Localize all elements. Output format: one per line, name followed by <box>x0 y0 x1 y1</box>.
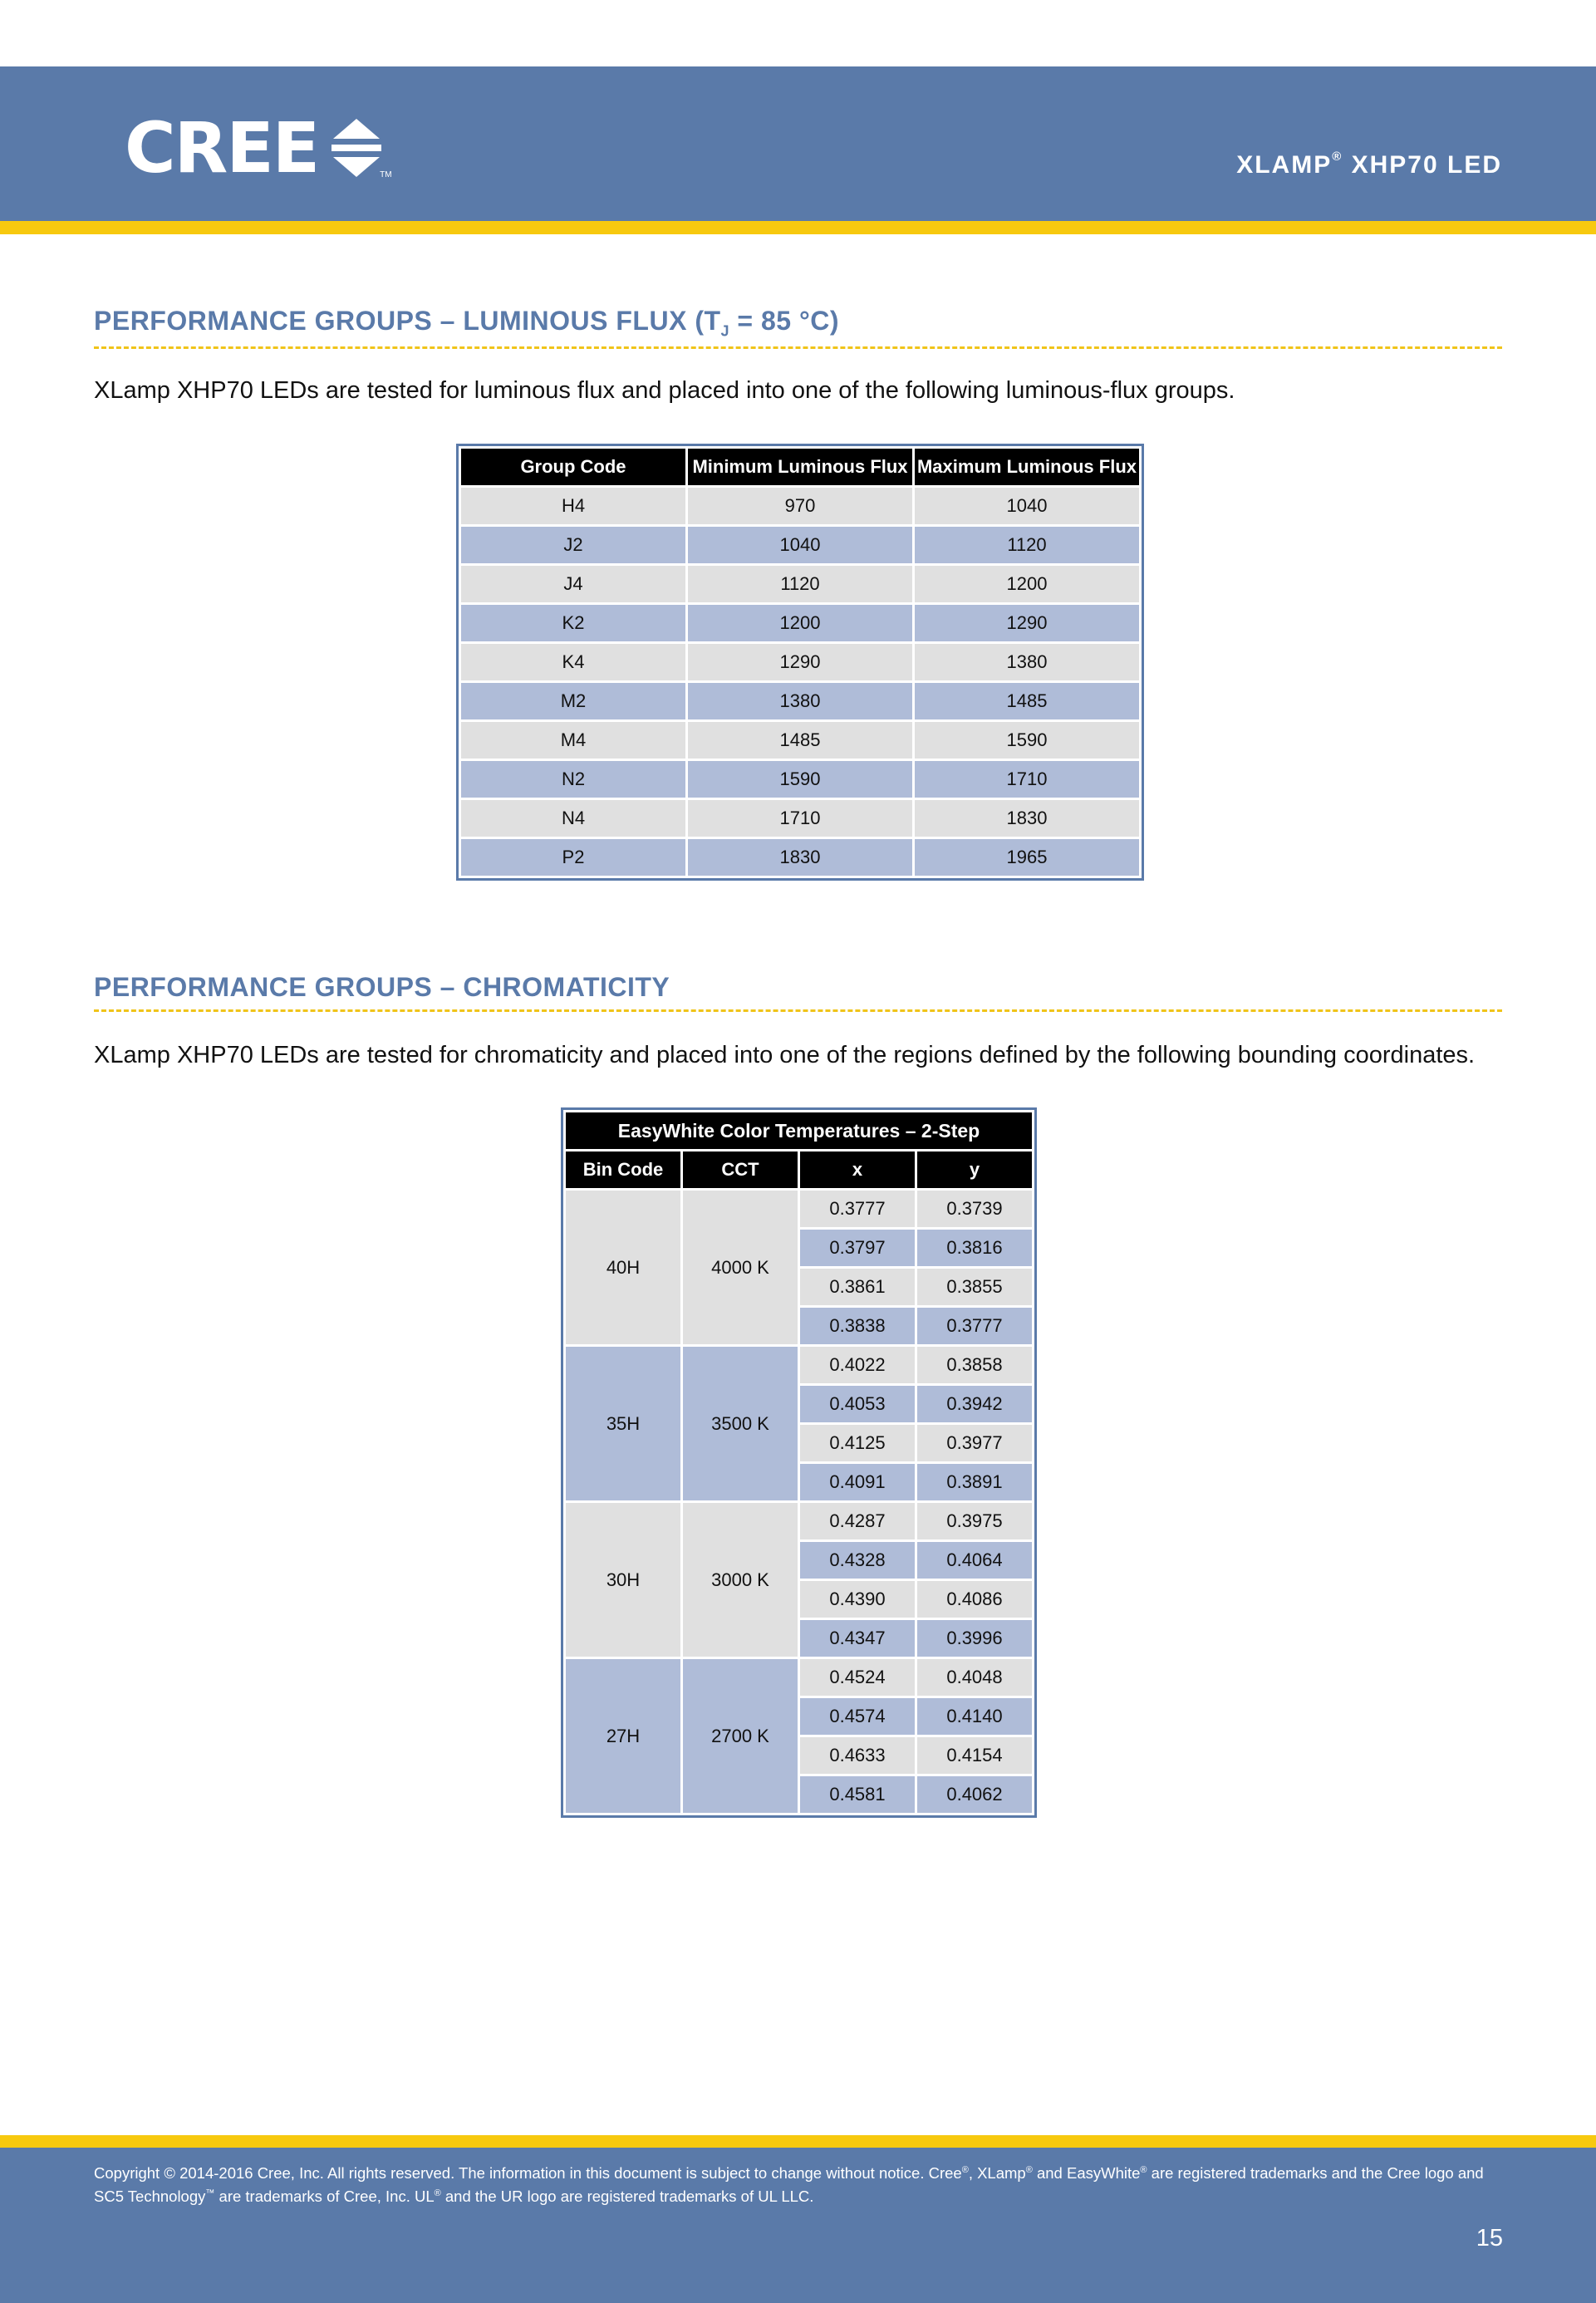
flux-cell-max: 1710 <box>915 761 1139 798</box>
product-suffix: XHP70 LED <box>1343 151 1502 179</box>
chroma-cell-x: 0.4091 <box>800 1464 915 1500</box>
chroma-cell-x: 0.4328 <box>800 1542 915 1579</box>
flux-table-row <box>461 761 1139 798</box>
flux-cell-max: 1120 <box>915 527 1139 563</box>
chroma-header-bin-code: Bin Code <box>566 1152 680 1188</box>
chroma-cell-x: 0.4633 <box>800 1737 915 1774</box>
chroma-cell-cct: 3500 K <box>683 1347 798 1500</box>
flux-intro-text: XLamp XHP70 LEDs are tested for luminous flux and placed into one of the following luminous-flux groups. <box>94 377 1235 404</box>
flux-cell-max: 1590 <box>915 722 1139 759</box>
chroma-cell-y: 0.4064 <box>917 1542 1032 1579</box>
flux-title-subscript: J <box>720 322 730 340</box>
copyright-reg-xlamp: ® <box>1025 2165 1033 2175</box>
chromaticity-section-title: PERFORMANCE GROUPS – CHROMATICITY <box>94 972 1502 1012</box>
flux-cell-group-code: K2 <box>461 605 685 641</box>
flux-table-row <box>461 605 1139 641</box>
flux-cell-min: 1380 <box>688 683 912 719</box>
copyright-reg-easywhite: ® <box>1140 2165 1147 2175</box>
flux-cell-group-code: M2 <box>461 683 685 719</box>
logo-arrows-icon <box>330 115 383 180</box>
copyright-text-1: Copyright © 2014-2016 Cree, Inc. All rights reserved. The information in this document is subject to change without notice. Cree <box>94 2164 962 2183</box>
copyright-text-2c: and the UR logo are registered trademarks of UL LLC. <box>440 2188 814 2206</box>
flux-cell-group-code: P2 <box>461 839 685 876</box>
flux-cell-max: 1830 <box>915 800 1139 837</box>
chromaticity-intro-text: XLamp XHP70 LEDs are tested for chromaticity and placed into one of the regions defined by the following bounding coordinates. <box>94 1042 1476 1068</box>
footer-accent-stripe <box>0 2135 1596 2148</box>
chroma-cell-y: 0.4062 <box>917 1776 1032 1813</box>
flux-cell-group-code: N4 <box>461 800 685 837</box>
chroma-cell-x: 0.4390 <box>800 1581 915 1618</box>
flux-cell-max: 1380 <box>915 644 1139 680</box>
chroma-cell-y: 0.4154 <box>917 1737 1032 1774</box>
copyright-tm-sc5: ™ <box>205 2188 215 2199</box>
chroma-caption-row <box>566 1112 1032 1149</box>
chroma-cell-x: 0.4022 <box>800 1347 915 1383</box>
chroma-cell-x: 0.4125 <box>800 1425 915 1461</box>
flux-table-row <box>461 644 1139 680</box>
chroma-header-row <box>566 1152 1032 1188</box>
chroma-cell-bin-code: 35H <box>566 1347 680 1500</box>
copyright-text-1d: are registered trademarks and the Cree logo and <box>1147 2164 1484 2183</box>
chroma-cell-y: 0.3977 <box>917 1425 1032 1461</box>
flux-table-header-row <box>461 449 1139 485</box>
flux-cell-group-code: J2 <box>461 527 685 563</box>
chromaticity-table <box>561 1107 1037 1818</box>
chroma-cell-y: 0.3996 <box>917 1620 1032 1657</box>
flux-cell-max: 1485 <box>915 683 1139 719</box>
flux-table-row <box>461 839 1139 876</box>
chroma-header-y: y <box>917 1152 1032 1188</box>
flux-cell-group-code: M4 <box>461 722 685 759</box>
flux-table-row <box>461 800 1139 837</box>
chroma-cell-y: 0.3858 <box>917 1347 1032 1383</box>
chroma-cell-x: 0.3797 <box>800 1230 915 1266</box>
chroma-cell-y: 0.3777 <box>917 1308 1032 1344</box>
chroma-cell-y: 0.3891 <box>917 1464 1032 1500</box>
chroma-table-caption: EasyWhite Color Temperatures – 2-Step <box>566 1112 1032 1149</box>
chroma-cell-x: 0.4347 <box>800 1620 915 1657</box>
chroma-cell-cct: 3000 K <box>683 1503 798 1657</box>
chroma-cell-x: 0.4287 <box>800 1503 915 1539</box>
chroma-cell-y: 0.4086 <box>917 1581 1032 1618</box>
chroma-cell-x: 0.3777 <box>800 1191 915 1227</box>
chroma-table-row <box>566 1503 1032 1539</box>
flux-cell-min: 1290 <box>688 644 912 680</box>
flux-table-row <box>461 722 1139 759</box>
footer-copyright <box>94 2160 1506 2207</box>
flux-table-body <box>461 488 1139 876</box>
flux-cell-min: 1120 <box>688 566 912 602</box>
copyright-reg-ul: ® <box>434 2188 441 2199</box>
flux-cell-group-code: H4 <box>461 488 685 524</box>
product-title <box>1236 151 1502 179</box>
flux-cell-max: 1290 <box>915 605 1139 641</box>
copyright-text-1c: and EasyWhite <box>1032 2164 1141 2183</box>
logo-trademark: TM <box>380 170 392 179</box>
copyright-text-2a: SC5 Technology <box>94 2188 206 2206</box>
flux-cell-max: 1200 <box>915 566 1139 602</box>
flux-title-main: PERFORMANCE GROUPS – LUMINOUS FLUX (T <box>94 306 721 336</box>
product-prefix: XLAMP <box>1236 151 1333 179</box>
copyright-text-2b: are trademarks of Cree, Inc. UL <box>214 2188 435 2206</box>
flux-cell-group-code: J4 <box>461 566 685 602</box>
flux-header-min-flux: Minimum Luminous Flux <box>688 449 912 485</box>
chroma-cell-bin-code: 30H <box>566 1503 680 1657</box>
flux-cell-group-code: K4 <box>461 644 685 680</box>
flux-section-title <box>94 306 1502 349</box>
chroma-cell-y: 0.4140 <box>917 1698 1032 1735</box>
flux-title-condition: = 85 °C) <box>729 306 840 336</box>
flux-table-row <box>461 566 1139 602</box>
chroma-header-x: x <box>800 1152 915 1188</box>
luminous-flux-table <box>456 444 1144 881</box>
chroma-header-cct: CCT <box>683 1152 798 1188</box>
chroma-cell-x: 0.4053 <box>800 1386 915 1422</box>
flux-header-max-flux: Maximum Luminous Flux <box>915 449 1139 485</box>
copyright-reg-cree: ® <box>961 2165 969 2175</box>
chroma-cell-x: 0.4524 <box>800 1659 915 1696</box>
product-registered-mark: ® <box>1332 150 1343 164</box>
flux-table-row <box>461 683 1139 719</box>
chroma-cell-y: 0.3855 <box>917 1269 1032 1305</box>
flux-cell-min: 1590 <box>688 761 912 798</box>
chroma-table-row <box>566 1659 1032 1696</box>
chroma-cell-y: 0.3816 <box>917 1230 1032 1266</box>
flux-cell-max: 1040 <box>915 488 1139 524</box>
chroma-cell-cct: 4000 K <box>683 1191 798 1344</box>
chroma-table-row <box>566 1191 1032 1227</box>
chroma-cell-bin-code: 27H <box>566 1659 680 1813</box>
copyright-text-1b: , XLamp <box>968 2164 1026 2183</box>
flux-cell-min: 1830 <box>688 839 912 876</box>
chroma-cell-bin-code: 40H <box>566 1191 680 1344</box>
chroma-cell-x: 0.4581 <box>800 1776 915 1813</box>
logo-wordmark: CREE <box>125 107 319 189</box>
chroma-table-row <box>566 1347 1032 1383</box>
cree-logo <box>125 106 392 189</box>
flux-header-group-code: Group Code <box>461 449 685 485</box>
chroma-cell-x: 0.3838 <box>800 1308 915 1344</box>
chroma-table-body <box>566 1191 1032 1813</box>
flux-cell-max: 1965 <box>915 839 1139 876</box>
flux-cell-min: 1485 <box>688 722 912 759</box>
page-number: 15 <box>1476 2225 1503 2251</box>
chroma-cell-y: 0.3942 <box>917 1386 1032 1422</box>
header-accent-stripe <box>0 221 1596 234</box>
chroma-cell-y: 0.4048 <box>917 1659 1032 1696</box>
chroma-cell-cct: 2700 K <box>683 1659 798 1813</box>
flux-cell-min: 970 <box>688 488 912 524</box>
flux-cell-min: 1040 <box>688 527 912 563</box>
chroma-cell-y: 0.3975 <box>917 1503 1032 1539</box>
flux-cell-min: 1200 <box>688 605 912 641</box>
flux-cell-min: 1710 <box>688 800 912 837</box>
chroma-cell-y: 0.3739 <box>917 1191 1032 1227</box>
chroma-cell-x: 0.4574 <box>800 1698 915 1735</box>
flux-cell-group-code: N2 <box>461 761 685 798</box>
flux-table-row <box>461 488 1139 524</box>
flux-table-row <box>461 527 1139 563</box>
chroma-cell-x: 0.3861 <box>800 1269 915 1305</box>
